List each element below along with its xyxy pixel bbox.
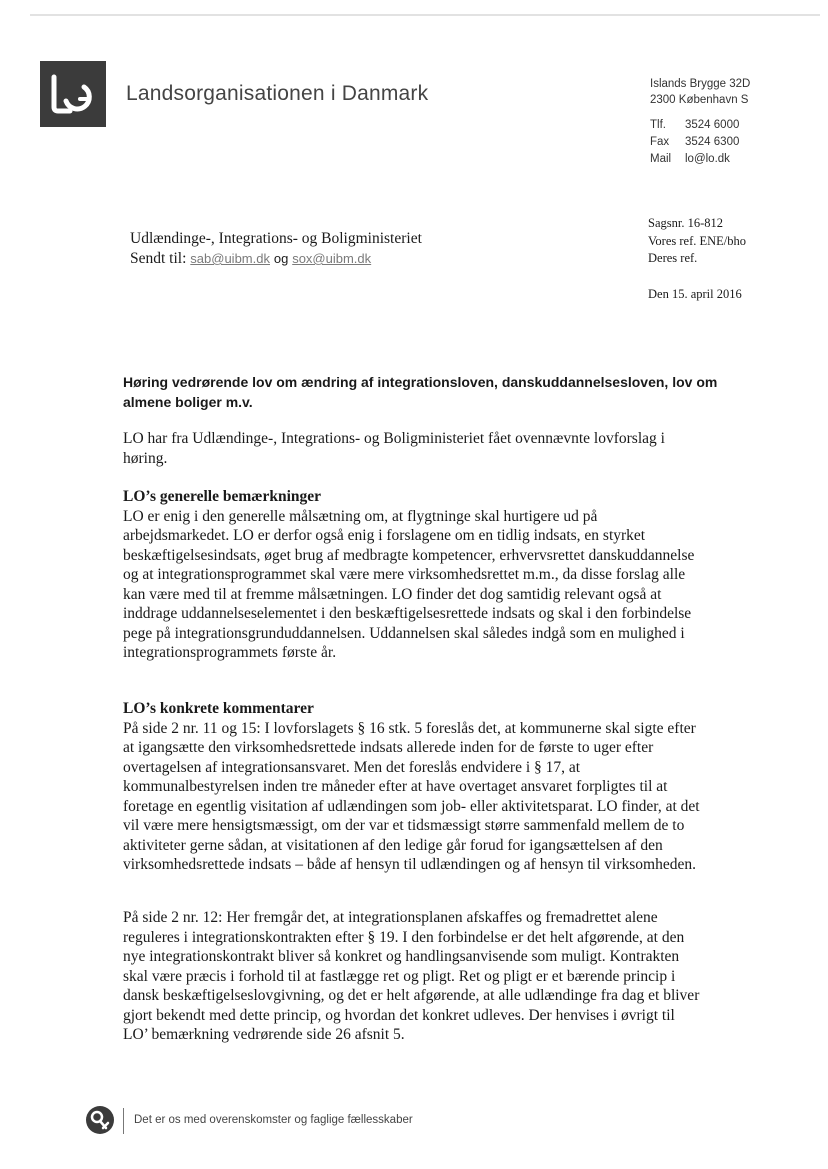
section-heading: LO’s generelle bemærkninger <box>123 488 322 505</box>
section-heading: LO’s konkrete kommentarer <box>123 700 314 717</box>
specific-comments-section <box>123 699 703 875</box>
sent-to-label: Sendt til: <box>130 250 187 267</box>
contact-value: lo@lo.dk <box>685 153 730 165</box>
letter-date: Den 15. april 2016 <box>648 287 742 301</box>
email-link[interactable]: sab@uibm.dk <box>190 251 270 266</box>
contact-label: Fax <box>650 136 670 148</box>
contact-phone <box>650 117 739 134</box>
contact-value: 3524 6300 <box>685 136 740 148</box>
contact-mail <box>650 151 739 168</box>
recipient-name: Udlændinge-, Integrations- og Boligministeriet <box>130 230 422 247</box>
reference-block <box>648 215 746 268</box>
sent-to-line <box>130 249 422 269</box>
address-line: Islands Brygge 32D <box>650 78 751 90</box>
lo-logo <box>40 61 106 127</box>
contact-value: 3524 6000 <box>685 119 740 131</box>
section-body: På side 2 nr. 11 og 15: I lovforslagets § 16 stk. 5 foreslås det, at kommunerne skal sigte efter at igangsætte den virksomhedsrettede indsats allerede inden for de første to uger efter overtagelsen af integrationsansvaret. Men det foreslås endvidere i § 17, at kommunalbestyrelsen inden tre måneder efter at have overtaget ansvaret forpligtes til at foretage en egentlig visitation af udlændingen som job- eller aktivitetsparat. LO finder, at det vil være mere hensigtsmæssigt, om der var et tidsmæssigt større sammenfald mellem de to aktiviteter gerne sådan, at visitationen af den ledige går forud for igangsættelsen af den virksomhedsrettede indsats – både af hensyn til udlændingen og af hensyn til virksomheden. <box>123 719 700 873</box>
org-name: Landsorganisationen i Danmark <box>126 82 429 105</box>
letter-subject: Høring vedrørende lov om ændring af integrationsloven, danskuddannelsesloven, lov om almene boliger m.v. <box>123 374 718 410</box>
section-body: LO er enig i den generelle målsætning om, at flygtninge skal hurtigere ud på arbejdsmarkedet. LO er derfor også enig i forslagene om en tidlig indsats, en styrket beskæftigelsesindsats, øget brug af medbragte kompetencer, erhvervsrettet danskuddannelse og at integrationsprogrammet skal være mere virksomhedsrettet m.m., da disse forslag alle kan være med til at fremme målsætningen. LO finder det dog samtidig relevant også at inddrage uddannelseselementet i den beskæftigelsesrettede indsats og skal i den forbindelse pege på integrationsgrunduddannelsen. Uddannelsen skal således indgå som en mulighed i integrationsprogrammets første år. <box>123 507 695 661</box>
contact-label: Mail <box>650 153 672 165</box>
lo-symbol-icon <box>86 1106 114 1134</box>
recipient-block <box>130 229 422 269</box>
footer-divider <box>123 1108 124 1134</box>
email-link[interactable]: sox@uibm.dk <box>292 251 372 266</box>
footer-tagline: Det er os med overenskomster og faglige fællesskaber <box>134 1114 413 1126</box>
your-reference: Deres ref. <box>648 251 698 265</box>
scan-edge-line <box>30 14 820 16</box>
intro-paragraph: LO har fra Udlændinge-, Integrations- og Boligministeriet fået ovennævnte lovforslag i høring. <box>123 430 665 467</box>
org-address <box>650 76 750 108</box>
contact-label: Tlf. <box>650 119 666 131</box>
specific-comments-paragraph: På side 2 nr. 12: Her fremgår det, at integrationsplanen afskaffes og fremadrettet alene reguleres i integrationskontrakten efter § 19. I den forbindelse er det helt afgørende, at den nye integrationskontrakt bliver så konkret og handlingsanvisende som muligt. Kontrakten skal være præcis i forhold til at fastlægge ret og pligt. Ret og pligt er et bærende princip i dansk beskæftigelseslovgivning, og det er helt afgørende, at alle udlændinge fra dag et bliver gjort bekendt med dette princip, og hvordan det konkret udleves. Der henvises i øvrigt til LO’ bemærkning vedrørende side 26 afsnit 5. <box>123 909 700 1043</box>
org-contact <box>650 117 739 168</box>
contact-fax <box>650 134 739 151</box>
our-reference: Vores ref. ENE/bho <box>648 233 747 248</box>
address-line: 2300 København S <box>650 94 749 106</box>
conjunction: og <box>273 251 289 266</box>
general-remarks-section <box>123 487 703 663</box>
case-number: Sagsnr. 16-812 <box>648 216 723 230</box>
